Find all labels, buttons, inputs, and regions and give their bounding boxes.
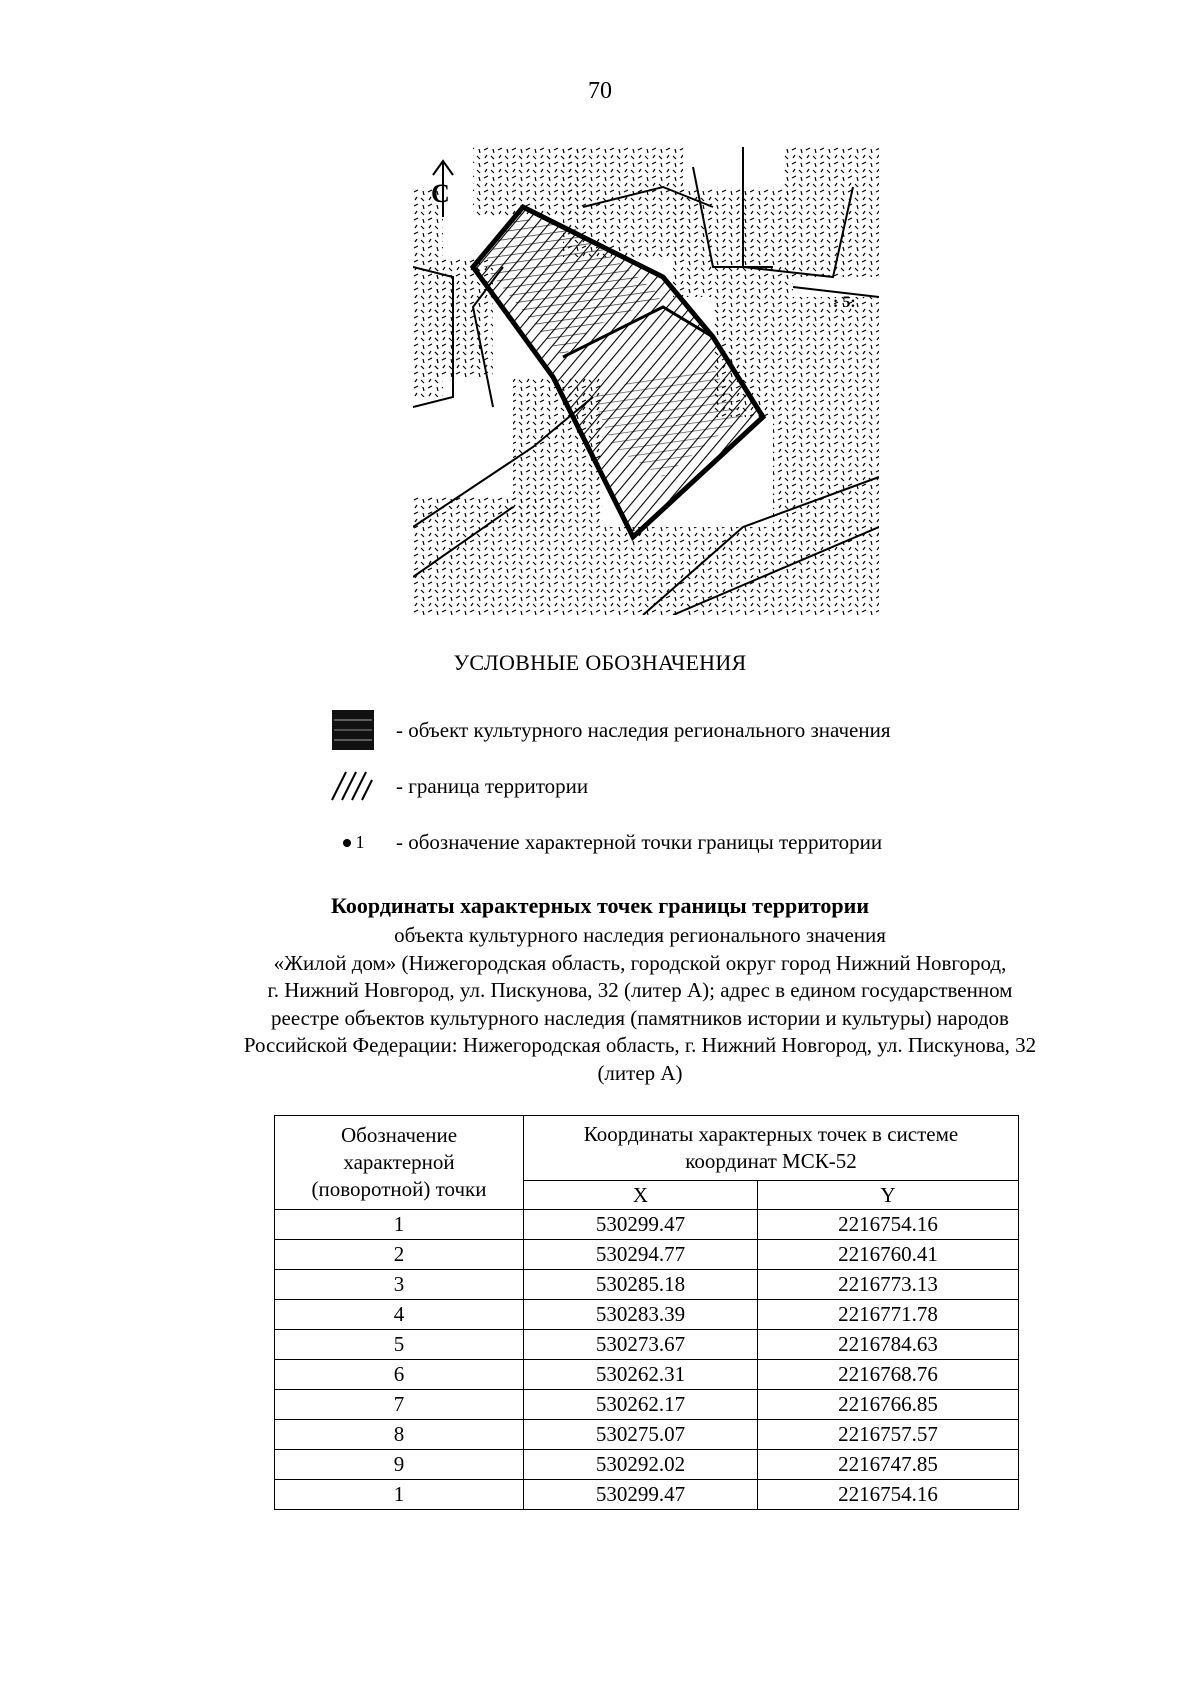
- map-edge-label: : 5:: [833, 294, 856, 311]
- header-point: Обозначение характерной (поворотной) точки: [275, 1116, 524, 1210]
- table-row: 9 530292.02 2216747.85: [275, 1450, 1019, 1480]
- description-line: объекта культурного наследия регионального значения: [394, 923, 886, 947]
- coordinates-table: [274, 1115, 1019, 1510]
- point-symbol-label: 1: [355, 832, 365, 852]
- description-line: (литер А): [597, 1060, 683, 1085]
- table-row: 7 530262.17 2216766.85: [275, 1390, 1019, 1420]
- dark-square-icon: [332, 710, 374, 750]
- table-row: 1 530299.47 2216754.16: [275, 1210, 1019, 1240]
- table-row: 1 530299.47 2216754.16: [275, 1480, 1019, 1510]
- table-row: 6 530262.31 2216768.76: [275, 1360, 1019, 1390]
- legend-item-point: [318, 830, 882, 855]
- header-x: X: [524, 1181, 758, 1210]
- table-row: 5 530273.67 2216784.63: [275, 1330, 1019, 1360]
- legend-item-heritage-object: [318, 710, 890, 750]
- table-row: 8 530275.07 2216757.57: [275, 1420, 1019, 1450]
- header-coordinates: Координаты характерных точек в системе координат МСК-52: [524, 1116, 1019, 1181]
- cadastral-map: [413, 147, 879, 615]
- legend-item-label: - граница территории: [396, 773, 589, 798]
- table-row: 3 530285.18 2216773.13: [275, 1270, 1019, 1300]
- legend-item-territory-border: [318, 768, 588, 804]
- coordinates-title: Координаты характерных точек границы территории: [330, 893, 870, 918]
- header-y: Y: [758, 1181, 1019, 1210]
- table-row: 2 530294.77 2216760.41: [275, 1240, 1019, 1270]
- table-row: 4 530283.39 2216771.78: [275, 1300, 1019, 1330]
- legend-item-label: - объект культурного наследия регионального значения: [396, 717, 891, 742]
- page-number: 70: [588, 78, 612, 104]
- description-line: «Жилой дом» (Нижегородская область, городской округ город Нижний Новгород,: [273, 950, 1007, 975]
- point-icon: [342, 838, 352, 848]
- description-line: реестре объектов культурного наследия (памятников истории и культуры) народов: [271, 1005, 1009, 1030]
- description-line: г. Нижний Новгород, ул. Пискунова, 32 (литер А); адрес в едином государственном: [267, 978, 1013, 1002]
- description-line: Российской Федерации: Нижегородская область, г. Нижний Новгород, ул. Пискунова, 32: [243, 1033, 1037, 1057]
- legend-title: УСЛОВНЫЕ ОБОЗНАЧЕНИЯ: [453, 650, 747, 675]
- hatching-icon: [328, 768, 378, 804]
- coordinates-description: [180, 922, 1100, 1087]
- north-label: С: [431, 179, 450, 208]
- legend-item-label: - обозначение характерной точки границы территории: [396, 830, 883, 854]
